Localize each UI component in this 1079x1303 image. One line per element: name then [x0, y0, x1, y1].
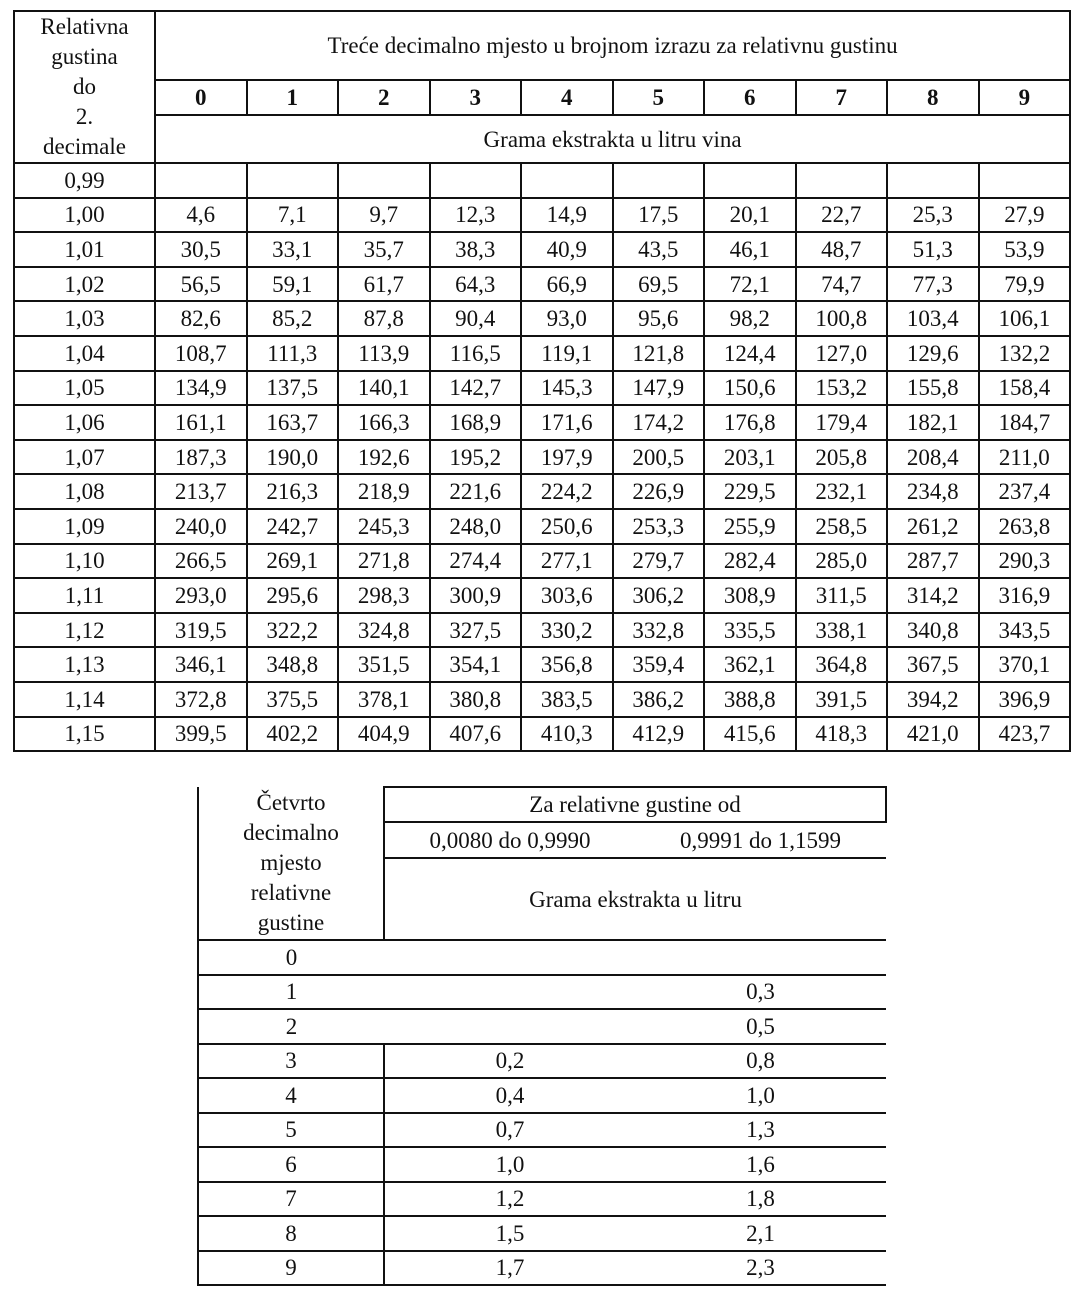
- digit-header: 7: [796, 80, 888, 115]
- extract-value-cell: 380,8: [430, 682, 522, 717]
- extract-value-cell: [704, 163, 796, 198]
- extract-value-cell: 391,5: [796, 682, 888, 717]
- extract-value-cell: 213,7: [155, 474, 247, 509]
- table-row: [14, 647, 1070, 682]
- fourth-decimal-cell: 8: [198, 1216, 384, 1251]
- extract-value-cell: 9,7: [338, 198, 430, 233]
- extract-value-cell: 33,1: [247, 232, 339, 267]
- corner-line: do: [73, 74, 96, 99]
- extract-value-cell: 221,6: [430, 474, 522, 509]
- low-range-value-cell: 0,4: [384, 1078, 635, 1113]
- table-row: [14, 198, 1070, 233]
- extract-value-cell: 176,8: [704, 405, 796, 440]
- density-cell: 1,07: [14, 440, 155, 475]
- fourth-decimal-cell: 9: [198, 1251, 384, 1286]
- extract-value-cell: 314,2: [887, 578, 979, 613]
- table-row: [14, 474, 1070, 509]
- extract-value-cell: 46,1: [704, 232, 796, 267]
- density-cell: 1,09: [14, 509, 155, 544]
- extract-value-cell: 205,8: [796, 440, 888, 475]
- extract-value-cell: 287,7: [887, 544, 979, 579]
- extract-value-cell: 129,6: [887, 336, 979, 371]
- low-range-value-cell: 1,2: [384, 1182, 635, 1217]
- table-row: [198, 1078, 886, 1113]
- high-range-value-cell: [635, 940, 886, 975]
- extract-value-cell: 124,4: [704, 336, 796, 371]
- extract-value-cell: 66,9: [521, 267, 613, 302]
- density-cell: 1,00: [14, 198, 155, 233]
- fourth-decimal-cell: 1: [198, 975, 384, 1010]
- extract-value-cell: 316,9: [979, 578, 1071, 613]
- density-cell: 1,13: [14, 647, 155, 682]
- high-range-value-cell: 1,6: [635, 1147, 886, 1182]
- extract-value-cell: 269,1: [247, 544, 339, 579]
- digit-header: 6: [704, 80, 796, 115]
- fourth-decimal-cell: 2: [198, 1009, 384, 1044]
- low-range-value-cell: [384, 975, 635, 1010]
- density-cell: 1,15: [14, 717, 155, 752]
- extract-value-cell: 367,5: [887, 647, 979, 682]
- table-row: [198, 1044, 886, 1079]
- low-range-value-cell: 1,0: [384, 1147, 635, 1182]
- extract-value-cell: 132,2: [979, 336, 1071, 371]
- extract-value-cell: 27,9: [979, 198, 1071, 233]
- density-cell: 1,14: [14, 682, 155, 717]
- extract-value-cell: 351,5: [338, 647, 430, 682]
- extract-value-cell: 364,8: [796, 647, 888, 682]
- extract-value-cell: 43,5: [613, 232, 705, 267]
- extract-value-cell: 7,1: [247, 198, 339, 233]
- corner-line: relativne: [250, 880, 332, 905]
- table-row: [14, 440, 1070, 475]
- table-row: [198, 1216, 886, 1251]
- extract-value-cell: 59,1: [247, 267, 339, 302]
- extract-value-cell: 134,9: [155, 371, 247, 406]
- extract-value-cell: 271,8: [338, 544, 430, 579]
- extract-value-cell: 171,6: [521, 405, 613, 440]
- digit-header: 5: [613, 80, 705, 115]
- extract-value-cell: 356,8: [521, 647, 613, 682]
- corner-line: Četvrto: [256, 790, 326, 815]
- table-row: [198, 975, 886, 1010]
- extract-value-cell: 137,5: [247, 371, 339, 406]
- extract-value-cell: 386,2: [613, 682, 705, 717]
- extract-value-cell: 64,3: [430, 267, 522, 302]
- range-low-header: 0,0080 do 0,9990: [384, 822, 635, 858]
- extract-value-cell: 111,3: [247, 336, 339, 371]
- extract-value-cell: 234,8: [887, 474, 979, 509]
- table-row: [14, 267, 1070, 302]
- table-row: [198, 1113, 886, 1148]
- extract-value-cell: 182,1: [887, 405, 979, 440]
- density-cell: 1,12: [14, 613, 155, 648]
- extract-value-cell: [338, 163, 430, 198]
- high-range-value-cell: 2,1: [635, 1216, 886, 1251]
- table-row: [14, 301, 1070, 336]
- extract-value-cell: 187,3: [155, 440, 247, 475]
- extract-value-cell: 61,7: [338, 267, 430, 302]
- extract-value-cell: 412,9: [613, 717, 705, 752]
- high-range-value-cell: 1,8: [635, 1182, 886, 1217]
- extract-value-cell: 95,6: [613, 301, 705, 336]
- extract-value-cell: 127,0: [796, 336, 888, 371]
- low-range-value-cell: [384, 1009, 635, 1044]
- table-row: [198, 1182, 886, 1217]
- extract-value-cell: 145,3: [521, 371, 613, 406]
- table-title: Treće decimalno mjesto u brojnom izrazu za relativnu gustinu: [155, 11, 1070, 80]
- extract-value-cell: 311,5: [796, 578, 888, 613]
- low-range-value-cell: [384, 940, 635, 975]
- extract-value-cell: 113,9: [338, 336, 430, 371]
- extract-value-cell: 163,7: [247, 405, 339, 440]
- density-cell: 1,11: [14, 578, 155, 613]
- extract-value-cell: 72,1: [704, 267, 796, 302]
- extract-value-cell: 48,7: [796, 232, 888, 267]
- extract-value-cell: 324,8: [338, 613, 430, 648]
- density-cell: 1,05: [14, 371, 155, 406]
- extract-value-cell: 17,5: [613, 198, 705, 233]
- extract-value-cell: 116,5: [430, 336, 522, 371]
- extract-value-cell: 211,0: [979, 440, 1071, 475]
- extract-value-cell: 308,9: [704, 578, 796, 613]
- density-cell: 1,01: [14, 232, 155, 267]
- extract-value-cell: 418,3: [796, 717, 888, 752]
- extract-value-cell: 85,2: [247, 301, 339, 336]
- extract-value-cell: 335,5: [704, 613, 796, 648]
- high-range-value-cell: 1,3: [635, 1113, 886, 1148]
- extract-value-cell: 255,9: [704, 509, 796, 544]
- extract-value-cell: 319,5: [155, 613, 247, 648]
- extract-value-cell: 423,7: [979, 717, 1071, 752]
- extract-value-cell: 237,4: [979, 474, 1071, 509]
- extract-value-cell: 155,8: [887, 371, 979, 406]
- extract-value-cell: 142,7: [430, 371, 522, 406]
- extract-value-cell: 248,0: [430, 509, 522, 544]
- unit-label: Grama ekstrakta u litru: [384, 858, 886, 940]
- extract-value-cell: 404,9: [338, 717, 430, 752]
- fourth-decimal-cell: 0: [198, 940, 384, 975]
- extract-value-cell: 245,3: [338, 509, 430, 544]
- extract-value-cell: 184,7: [979, 405, 1071, 440]
- digit-header: 1: [247, 80, 339, 115]
- extract-value-cell: 394,2: [887, 682, 979, 717]
- fourth-decimal-cell: 7: [198, 1182, 384, 1217]
- extract-value-cell: 300,9: [430, 578, 522, 613]
- extract-value-cell: 253,3: [613, 509, 705, 544]
- extract-value-cell: 158,4: [979, 371, 1071, 406]
- low-range-value-cell: 0,7: [384, 1113, 635, 1148]
- extract-value-cell: 250,6: [521, 509, 613, 544]
- extract-value-cell: 421,0: [887, 717, 979, 752]
- extract-table-fourth-decimal: [197, 786, 887, 1286]
- fourth-decimal-column-header: [198, 787, 384, 940]
- corner-line: 2.: [75, 104, 94, 129]
- fourth-decimal-cell: 6: [198, 1147, 384, 1182]
- digit-header: 0: [155, 80, 247, 115]
- digit-header: 4: [521, 80, 613, 115]
- corner-line: gustine: [257, 910, 325, 935]
- table-row: [14, 544, 1070, 579]
- extract-value-cell: 322,2: [247, 613, 339, 648]
- extract-value-cell: 399,5: [155, 717, 247, 752]
- table-row: [198, 1147, 886, 1182]
- extract-value-cell: 346,1: [155, 647, 247, 682]
- table-row: [14, 682, 1070, 717]
- extract-value-cell: 74,7: [796, 267, 888, 302]
- table-row: [14, 613, 1070, 648]
- extract-value-cell: 277,1: [521, 544, 613, 579]
- table-row: [14, 509, 1070, 544]
- fourth-decimal-cell: 4: [198, 1078, 384, 1113]
- extract-value-cell: 383,5: [521, 682, 613, 717]
- extract-value-cell: 306,2: [613, 578, 705, 613]
- extract-value-cell: 279,7: [613, 544, 705, 579]
- extract-value-cell: 168,9: [430, 405, 522, 440]
- extract-value-cell: 372,8: [155, 682, 247, 717]
- extract-value-cell: 388,8: [704, 682, 796, 717]
- table-row: [14, 578, 1070, 613]
- low-range-value-cell: 1,7: [384, 1251, 635, 1286]
- table-row: [14, 405, 1070, 440]
- extract-value-cell: 229,5: [704, 474, 796, 509]
- extract-value-cell: 370,1: [979, 647, 1071, 682]
- extract-value-cell: 90,4: [430, 301, 522, 336]
- extract-value-cell: 40,9: [521, 232, 613, 267]
- corner-line: Relativna: [40, 14, 129, 39]
- range-title: Za relativne gustine od: [384, 787, 886, 822]
- corner-line: decimalno: [243, 820, 339, 845]
- extract-value-cell: 224,2: [521, 474, 613, 509]
- density-cell: 1,10: [14, 544, 155, 579]
- extract-value-cell: 79,9: [979, 267, 1071, 302]
- extract-value-cell: 240,0: [155, 509, 247, 544]
- extract-value-cell: 226,9: [613, 474, 705, 509]
- extract-value-cell: 119,1: [521, 336, 613, 371]
- extract-value-cell: 153,2: [796, 371, 888, 406]
- extract-value-cell: 174,2: [613, 405, 705, 440]
- fourth-decimal-cell: 5: [198, 1113, 384, 1148]
- high-range-value-cell: 0,5: [635, 1009, 886, 1044]
- extract-value-cell: 410,3: [521, 717, 613, 752]
- fourth-decimal-cell: 3: [198, 1044, 384, 1079]
- extract-value-cell: 200,5: [613, 440, 705, 475]
- extract-value-cell: 192,6: [338, 440, 430, 475]
- extract-value-cell: 53,9: [979, 232, 1071, 267]
- extract-value-cell: 4,6: [155, 198, 247, 233]
- extract-value-cell: 195,2: [430, 440, 522, 475]
- extract-value-cell: [887, 163, 979, 198]
- extract-value-cell: 242,7: [247, 509, 339, 544]
- high-range-value-cell: 0,3: [635, 975, 886, 1010]
- high-range-value-cell: 1,0: [635, 1078, 886, 1113]
- extract-value-cell: 415,6: [704, 717, 796, 752]
- extract-value-cell: [979, 163, 1071, 198]
- digit-header: 3: [430, 80, 522, 115]
- extract-value-cell: 338,1: [796, 613, 888, 648]
- extract-value-cell: 25,3: [887, 198, 979, 233]
- table-row: [14, 336, 1070, 371]
- extract-value-cell: 266,5: [155, 544, 247, 579]
- extract-value-cell: 359,4: [613, 647, 705, 682]
- extract-value-cell: [247, 163, 339, 198]
- extract-value-cell: 190,0: [247, 440, 339, 475]
- extract-value-cell: 98,2: [704, 301, 796, 336]
- extract-value-cell: 298,3: [338, 578, 430, 613]
- corner-line: gustina: [51, 44, 118, 69]
- extract-value-cell: 232,1: [796, 474, 888, 509]
- digit-header: 9: [979, 80, 1071, 115]
- extract-value-cell: 12,3: [430, 198, 522, 233]
- extract-value-cell: 402,2: [247, 717, 339, 752]
- extract-value-cell: 30,5: [155, 232, 247, 267]
- table-row: [14, 717, 1070, 752]
- extract-value-cell: 150,6: [704, 371, 796, 406]
- extract-value-cell: 22,7: [796, 198, 888, 233]
- extract-value-cell: 56,5: [155, 267, 247, 302]
- extract-value-cell: 282,4: [704, 544, 796, 579]
- extract-value-cell: 197,9: [521, 440, 613, 475]
- low-range-value-cell: 1,5: [384, 1216, 635, 1251]
- extract-value-cell: 140,1: [338, 371, 430, 406]
- extract-value-cell: 106,1: [979, 301, 1071, 336]
- digit-header: 8: [887, 80, 979, 115]
- high-range-value-cell: 0,8: [635, 1044, 886, 1079]
- extract-value-cell: 261,2: [887, 509, 979, 544]
- extract-value-cell: 218,9: [338, 474, 430, 509]
- extract-value-cell: 290,3: [979, 544, 1071, 579]
- extract-value-cell: 166,3: [338, 405, 430, 440]
- extract-value-cell: 100,8: [796, 301, 888, 336]
- extract-value-cell: [613, 163, 705, 198]
- extract-value-cell: 396,9: [979, 682, 1071, 717]
- extract-value-cell: 274,4: [430, 544, 522, 579]
- extract-value-cell: 208,4: [887, 440, 979, 475]
- extract-value-cell: 20,1: [704, 198, 796, 233]
- extract-value-cell: 330,2: [521, 613, 613, 648]
- extract-value-cell: [796, 163, 888, 198]
- extract-value-cell: 51,3: [887, 232, 979, 267]
- extract-value-cell: 179,4: [796, 405, 888, 440]
- table-row: [198, 940, 886, 975]
- extract-value-cell: 340,8: [887, 613, 979, 648]
- extract-value-cell: 258,5: [796, 509, 888, 544]
- table-row: [14, 163, 1070, 198]
- extract-value-cell: 121,8: [613, 336, 705, 371]
- extract-value-cell: 69,5: [613, 267, 705, 302]
- table-row: [14, 232, 1070, 267]
- extract-value-cell: 295,6: [247, 578, 339, 613]
- extract-value-cell: 407,6: [430, 717, 522, 752]
- extract-value-cell: 285,0: [796, 544, 888, 579]
- extract-value-cell: 343,5: [979, 613, 1071, 648]
- density-cell: 1,04: [14, 336, 155, 371]
- extract-value-cell: 103,4: [887, 301, 979, 336]
- extract-table-third-decimal: [13, 10, 1071, 752]
- extract-value-cell: 108,7: [155, 336, 247, 371]
- extract-value-cell: 375,5: [247, 682, 339, 717]
- extract-value-cell: 161,1: [155, 405, 247, 440]
- extract-value-cell: 263,8: [979, 509, 1071, 544]
- extract-value-cell: 332,8: [613, 613, 705, 648]
- corner-line: decimale: [42, 134, 126, 159]
- high-range-value-cell: 2,3: [635, 1251, 886, 1286]
- extract-value-cell: 354,1: [430, 647, 522, 682]
- table-row: [198, 1009, 886, 1044]
- extract-value-cell: 362,1: [704, 647, 796, 682]
- density-cell: 1,08: [14, 474, 155, 509]
- extract-value-cell: 82,6: [155, 301, 247, 336]
- extract-value-cell: 303,6: [521, 578, 613, 613]
- extract-value-cell: 378,1: [338, 682, 430, 717]
- table-row: [198, 1251, 886, 1286]
- corner-line: mjesto: [260, 850, 322, 875]
- density-cell: 1,06: [14, 405, 155, 440]
- extract-value-cell: 203,1: [704, 440, 796, 475]
- extract-value-cell: 216,3: [247, 474, 339, 509]
- unit-label: Grama ekstrakta u litru vina: [155, 115, 1070, 163]
- extract-value-cell: 293,0: [155, 578, 247, 613]
- extract-value-cell: [155, 163, 247, 198]
- extract-value-cell: 147,9: [613, 371, 705, 406]
- extract-value-cell: 93,0: [521, 301, 613, 336]
- extract-value-cell: 38,3: [430, 232, 522, 267]
- extract-value-cell: 327,5: [430, 613, 522, 648]
- table-row: [14, 371, 1070, 406]
- density-column-header: [14, 11, 155, 163]
- extract-value-cell: 77,3: [887, 267, 979, 302]
- extract-value-cell: 35,7: [338, 232, 430, 267]
- extract-value-cell: 87,8: [338, 301, 430, 336]
- extract-value-cell: 348,8: [247, 647, 339, 682]
- range-high-header: 0,9991 do 1,1599: [635, 822, 886, 858]
- low-range-value-cell: 0,2: [384, 1044, 635, 1079]
- extract-value-cell: [521, 163, 613, 198]
- extract-value-cell: 14,9: [521, 198, 613, 233]
- digit-header: 2: [338, 80, 430, 115]
- density-cell: 1,02: [14, 267, 155, 302]
- density-cell: 0,99: [14, 163, 155, 198]
- extract-value-cell: [430, 163, 522, 198]
- density-cell: 1,03: [14, 301, 155, 336]
